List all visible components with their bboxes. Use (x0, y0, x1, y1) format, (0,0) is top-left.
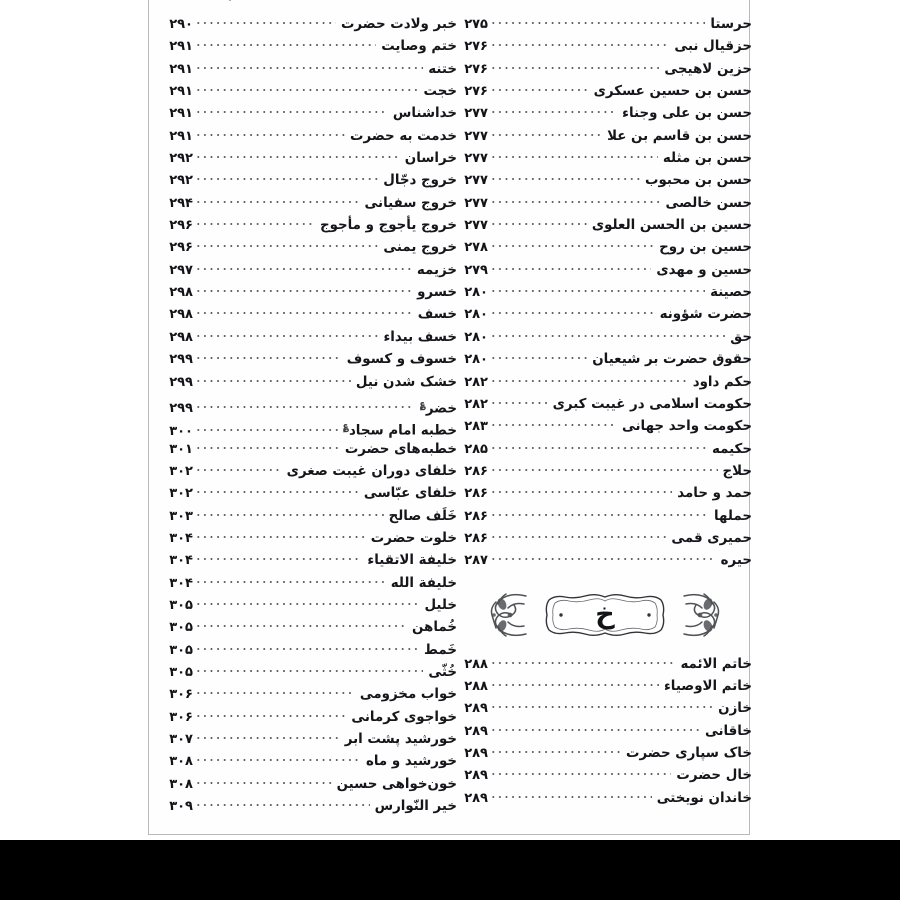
index-term: خون‌خواهی حسین (336, 776, 457, 792)
index-entry[interactable] (163, 36, 457, 58)
index-term: خَمط (424, 642, 457, 658)
index-term: خازن (718, 701, 752, 717)
index-page-number: ۲۸۹ (464, 723, 488, 739)
dot-leader (490, 676, 659, 690)
index-page-number: ۳۰۴ (169, 553, 193, 569)
index-term: خورشید و ماه (366, 754, 457, 770)
index-column-right (458, 0, 752, 810)
index-column-left (163, 0, 457, 818)
index-entry[interactable] (458, 394, 752, 416)
index-page-number: ۲۸۵ (464, 441, 488, 457)
index-page-number: ۳۰۶ (169, 687, 193, 703)
index-term: خلیل (424, 597, 457, 614)
index-term: حکومت واحد جهانی (621, 419, 752, 435)
dot-leader (195, 662, 423, 676)
dot-leader (490, 721, 700, 735)
index-entry[interactable] (163, 751, 457, 773)
index-term: خروج یمنی (383, 240, 457, 256)
dot-leader (195, 349, 342, 363)
dot-leader (490, 260, 651, 274)
index-entry[interactable] (458, 14, 752, 36)
index-term: خلوت حضرت (370, 530, 457, 547)
index-page-number: ۳۰۸ (169, 776, 193, 792)
index-entry[interactable] (163, 282, 457, 304)
floral-scroll-ornament-right (678, 588, 724, 642)
dot-leader (490, 170, 640, 184)
dot-leader (490, 528, 666, 542)
dot-leader (195, 729, 340, 743)
index-entry-list-right (458, 14, 752, 573)
index-entry[interactable] (163, 729, 457, 751)
index-entry[interactable] (458, 215, 752, 237)
index-page-number: ۲۹۱ (169, 106, 193, 122)
index-entry[interactable] (163, 640, 457, 662)
index-entry[interactable] (163, 215, 457, 237)
index-page-number: ۲۷۶ (464, 39, 488, 55)
index-term: حملها (714, 508, 752, 524)
index-page-number: ۳۰۳ (169, 508, 193, 524)
index-entry[interactable] (163, 327, 457, 349)
index-page-number: ۲۹۲ (169, 151, 193, 167)
index-entry[interactable] (458, 59, 752, 81)
dot-leader (195, 260, 412, 274)
index-page-number: ۲۷۷ (464, 128, 488, 144)
dot-leader (195, 640, 419, 654)
index-term: خاتم الاوصیاء (663, 678, 752, 695)
index-term: حزین لاهیجی (664, 61, 752, 77)
index-entry[interactable] (458, 721, 752, 743)
dot-leader (195, 707, 346, 721)
index-entry[interactable] (458, 349, 752, 371)
index-term: ختنه (428, 61, 457, 77)
index-term: حصینة (710, 284, 752, 301)
index-term: خُماهن (412, 620, 457, 636)
index-entry[interactable] (458, 148, 752, 170)
index-page-number: ۲۸۹ (464, 701, 488, 717)
dot-leader (490, 193, 661, 207)
index-term: خسف بیداء (383, 329, 457, 345)
column-top-spacer (163, 0, 457, 14)
index-term: حلاج (722, 463, 752, 480)
index-page-number: ۲۸۶ (464, 463, 488, 479)
index-page-number: ۳۰۲ (169, 463, 193, 479)
index-entry[interactable] (163, 617, 457, 639)
dot-leader (195, 550, 362, 564)
dot-leader (490, 237, 654, 251)
index-page-number: ۳۰۰ (169, 423, 193, 439)
index-page-number: ۲۹۹ (169, 374, 193, 390)
index-term: خیر النّوارس (374, 798, 457, 815)
index-page-number: ۳۰۸ (169, 754, 193, 770)
index-entry[interactable] (163, 662, 457, 684)
index-page-number: ۲۸۰ (464, 307, 488, 323)
index-page-number: ۲۷۶ (464, 84, 488, 100)
index-term: خدمت به حضرت (350, 128, 457, 144)
index-entry[interactable] (458, 528, 752, 550)
index-term: خُثّی (428, 664, 457, 681)
index-entry[interactable] (163, 126, 457, 148)
index-term: خلفای عبّاسی (363, 486, 457, 502)
dot-leader (195, 126, 345, 140)
index-entry[interactable] (163, 483, 457, 505)
index-term: خروج سفیانی (364, 195, 457, 211)
dot-leader (195, 170, 378, 184)
index-page-number: ۲۹۱ (169, 84, 193, 100)
dot-leader (490, 14, 705, 28)
index-entry[interactable] (163, 461, 457, 483)
dot-leader (195, 372, 351, 386)
index-page-number: ۳۰۵ (169, 642, 193, 658)
index-entry[interactable] (458, 103, 752, 125)
dot-leader (195, 573, 386, 587)
index-entry[interactable] (458, 372, 752, 394)
index-page-number: ۳۰۴ (169, 530, 193, 546)
dot-leader (490, 215, 587, 229)
index-entry[interactable] (458, 126, 752, 148)
index-term: حیره (720, 553, 752, 569)
index-entry[interactable] (458, 170, 752, 192)
index-page-number: ۲۷۵ (464, 17, 488, 32)
index-entry[interactable] (458, 654, 752, 676)
index-entry[interactable] (458, 698, 752, 720)
index-page-number: ۲۸۸ (464, 678, 488, 694)
index-page-number: ۳۰۵ (169, 620, 193, 636)
index-term: خداشناس (392, 106, 457, 122)
index-entry[interactable] (163, 237, 457, 259)
index-entry[interactable] (458, 483, 752, 505)
index-term: حسن بن قاسم بن علا (607, 128, 752, 144)
index-term: خزیمه (416, 262, 457, 278)
dot-leader (195, 103, 388, 117)
index-page-number: ۳۰۶ (169, 709, 193, 725)
dot-leader (195, 595, 419, 609)
index-term: خاندان نویختی (656, 790, 752, 806)
index-page-number: ۲۹۶ (169, 240, 193, 256)
index-entry[interactable] (458, 416, 752, 438)
index-page-number: ۳۰۷ (169, 732, 193, 747)
dot-leader (490, 349, 587, 363)
index-term: خسوف و کسوف (346, 351, 457, 368)
index-term: حسین و مهدی (656, 262, 752, 278)
dot-leader (195, 796, 370, 810)
index-term: خسف (417, 307, 457, 323)
index-term: حکم داود (692, 374, 752, 390)
dot-leader (195, 506, 384, 520)
floral-scroll-ornament-left (486, 588, 532, 642)
index-page-number: ۲۹۲ (169, 173, 193, 189)
dot-leader (490, 439, 707, 453)
index-page-number: ۳۰۱ (169, 441, 193, 457)
dot-leader (490, 126, 602, 140)
index-page-number: ۲۸۸ (464, 656, 488, 672)
index-term: خطبه امام سجاد؏ (343, 421, 457, 439)
index-term: حسن بن محبوب (645, 173, 752, 189)
index-term: حمد و حامد (677, 486, 752, 502)
index-term: خلیفة الله (390, 575, 457, 591)
index-term: خضر؏ (419, 398, 457, 417)
index-term: خَلَف صالح (388, 508, 457, 524)
index-entry[interactable] (163, 170, 457, 192)
index-page-number: ۲۸۲ (464, 374, 488, 390)
index-term: خال حضرت (676, 768, 752, 784)
index-entry[interactable] (458, 304, 752, 326)
index-term: حق (730, 329, 752, 345)
section-letter: خ (595, 599, 615, 631)
index-page-number: ۲۸۹ (464, 790, 488, 806)
index-page-number: ۲۸۶ (464, 508, 488, 524)
index-page-number: ۲۹۱ (169, 128, 193, 144)
index-page-number: ۳۰۲ (169, 486, 193, 502)
index-page-number: ۲۷۷ (464, 151, 488, 167)
honorific-symbol: ؏ (419, 398, 426, 410)
dot-leader (490, 483, 672, 497)
index-entry[interactable] (458, 676, 752, 698)
index-entry[interactable] (163, 439, 457, 461)
index-term: خطبه‌های حضرت (344, 441, 457, 457)
index-page-number: ۲۹۶ (169, 218, 193, 234)
dot-leader (490, 698, 713, 712)
dot-leader (195, 483, 359, 497)
index-term: خجت (423, 83, 457, 100)
index-term: حسن بن مثله (662, 150, 752, 167)
index-term: خراسان (404, 150, 457, 167)
index-term: خسرو (417, 284, 457, 301)
dot-leader (195, 148, 400, 162)
index-page-number: ۳۰۴ (169, 575, 193, 591)
index-term: خشک شدن نیل (355, 374, 457, 390)
index-term: ختم وصایت (381, 39, 457, 55)
dot-leader (195, 193, 360, 207)
dot-leader (195, 617, 407, 631)
index-page-number: ۲۷۷ (464, 195, 488, 211)
honorific-symbol: ؏ (343, 421, 349, 433)
index-entry[interactable] (458, 260, 752, 282)
index-entry[interactable] (163, 550, 457, 572)
index-term: حضرت شؤونه (659, 307, 752, 323)
index-page-number: ۲۹۱ (169, 39, 193, 55)
index-term: خروج دجّال (383, 173, 457, 189)
index-page-number: ۲۹۹ (169, 401, 193, 417)
index-page-number: ۲۷۹ (464, 262, 488, 278)
dot-leader (490, 506, 709, 520)
index-entry[interactable] (163, 684, 457, 706)
index-page-number: ۲۷۶ (464, 61, 488, 77)
dot-leader (490, 59, 659, 73)
dot-leader (490, 372, 688, 386)
index-page-number: ۲۷۷ (464, 106, 488, 122)
index-page-number: ۲۹۴ (169, 195, 193, 211)
index-page-number: ۲۹۸ (169, 307, 193, 323)
index-term: خواجوی کرمانی (351, 709, 457, 725)
index-term: خاقانی (704, 723, 752, 739)
dot-leader (490, 148, 658, 162)
index-term: خروج یأجوج و مأجوج (319, 217, 457, 234)
dot-leader (490, 304, 655, 318)
dot-leader (195, 774, 332, 788)
index-page-number: ۲۹۸ (169, 285, 193, 301)
index-entry[interactable] (163, 148, 457, 170)
index-entry[interactable] (163, 416, 457, 438)
index-page-number: ۲۹۰ (169, 17, 193, 32)
index-entry[interactable] (458, 193, 752, 215)
dot-leader (490, 461, 718, 475)
index-entry[interactable] (163, 103, 457, 125)
index-term: حکومت اسلامی در غیبت کبری (552, 396, 752, 412)
dot-leader (195, 237, 378, 251)
dot-leader (195, 684, 355, 698)
index-entry[interactable] (163, 14, 457, 36)
index-entry[interactable] (163, 372, 457, 394)
index-page-number: ۲۸۰ (464, 352, 488, 368)
index-entry[interactable] (163, 774, 457, 796)
index-term: حسن بن حسین عسکری (593, 83, 752, 100)
dot-leader (195, 59, 423, 73)
index-term: خاک سپاری حضرت (626, 745, 752, 762)
index-page-number: ۲۹۹ (169, 352, 193, 368)
index-term: حمیری قمی (671, 530, 752, 547)
index-entry[interactable] (163, 528, 457, 550)
index-term: خلفای دوران غیبت صغری (286, 463, 457, 480)
index-page-number: ۲۸۰ (464, 285, 488, 301)
index-entry[interactable] (163, 193, 457, 215)
index-entry[interactable] (458, 788, 752, 810)
dot-leader (195, 304, 413, 318)
index-page-number: ۲۸۷ (464, 553, 488, 569)
dot-leader (195, 36, 376, 50)
dot-leader (195, 282, 412, 296)
index-page-number: ۲۷۷ (464, 173, 488, 189)
index-term: خاتم الائمه (680, 656, 752, 672)
index-entry-list-left (163, 14, 457, 818)
index-entry[interactable] (458, 439, 752, 461)
index-entry[interactable] (458, 461, 752, 483)
dot-leader (195, 528, 366, 542)
index-page-number: ۲۸۹ (464, 745, 488, 761)
dot-leader (490, 282, 705, 296)
dot-leader (490, 765, 671, 779)
index-page-number: ۲۸۳ (464, 419, 488, 435)
dot-leader (490, 416, 617, 430)
bottom-black-band (0, 840, 900, 900)
index-entry[interactable] (458, 506, 752, 528)
index-page-number: ۲۸۰ (464, 329, 488, 345)
index-entry[interactable] (163, 260, 457, 282)
index-entry[interactable] (458, 743, 752, 765)
index-term: حسین بن الحسن العلوی (591, 217, 752, 234)
index-entry[interactable] (163, 81, 457, 103)
index-entry[interactable] (163, 394, 457, 416)
dot-leader (195, 439, 340, 453)
index-entry[interactable] (458, 765, 752, 787)
index-term: خلیفة الاتقیاء (367, 553, 457, 569)
dot-leader (490, 36, 669, 50)
index-entry[interactable] (458, 36, 752, 58)
dot-leader (490, 550, 716, 564)
index-entry[interactable] (458, 237, 752, 259)
index-page-number: ۲۹۷ (169, 262, 193, 278)
dot-leader (490, 743, 621, 757)
column-top-spacer (458, 0, 752, 14)
index-page-number: ۲۸۶ (464, 530, 488, 546)
index-page-number: ۳۰۹ (169, 799, 193, 815)
dot-leader (195, 215, 315, 229)
dot-leader (490, 394, 548, 408)
dot-leader (195, 751, 361, 765)
index-page-number: ۳۰۵ (169, 597, 193, 613)
dot-leader (490, 654, 675, 668)
dot-leader (195, 14, 336, 28)
index-page-number: ۲۷۷ (464, 218, 488, 234)
index-entry[interactable] (163, 707, 457, 729)
index-page-number: ۲۸۲ (464, 396, 488, 412)
index-entry[interactable] (163, 573, 457, 595)
index-entry[interactable] (163, 349, 457, 371)
dot-leader (195, 327, 378, 341)
index-page-number: ۲۸۶ (464, 486, 488, 502)
dot-leader (195, 421, 338, 435)
index-page-number: ۳۰۵ (169, 664, 193, 680)
index-page-number: ۲۸۹ (464, 768, 488, 784)
section-divider-cartouche (458, 582, 752, 648)
index-entry[interactable] (458, 327, 752, 349)
index-term: حسن بن علی وجناء (622, 106, 752, 122)
index-entry[interactable] (163, 796, 457, 818)
index-entry[interactable] (458, 550, 752, 572)
index-entry[interactable] (458, 81, 752, 103)
index-entry[interactable] (163, 59, 457, 81)
index-page-number: ۲۹۸ (169, 329, 193, 345)
index-term: حکیمه (711, 441, 752, 457)
index-term: حرستا (710, 16, 752, 33)
index-page-number: ۲۷۸ (464, 240, 488, 256)
index-term: حسن خالصی (665, 195, 752, 211)
dot-leader (490, 788, 652, 802)
dot-leader (490, 81, 589, 95)
dot-leader (195, 81, 419, 95)
index-page-number: ۲۹۱ (169, 61, 193, 77)
index-term: خواب مخزومی (359, 687, 457, 703)
index-term: حقوق حضرت بر شیعیان (592, 351, 752, 368)
index-entry[interactable] (163, 595, 457, 617)
dot-leader (490, 103, 617, 117)
dot-leader (195, 398, 415, 412)
index-term: خورشید پشت ابر (344, 731, 457, 748)
index-entry[interactable] (163, 506, 457, 528)
section-letter-plate (541, 592, 669, 638)
dot-leader (195, 461, 282, 475)
index-entry-list-right-after-divider (458, 654, 752, 810)
dot-leader (490, 327, 725, 341)
index-term: حسین بن روح (659, 240, 752, 256)
index-entry[interactable] (458, 282, 752, 304)
index-term: خبر ولادت حضرت (340, 16, 457, 33)
index-term: حزقیال نبی (674, 39, 752, 55)
index-entry[interactable] (163, 304, 457, 326)
